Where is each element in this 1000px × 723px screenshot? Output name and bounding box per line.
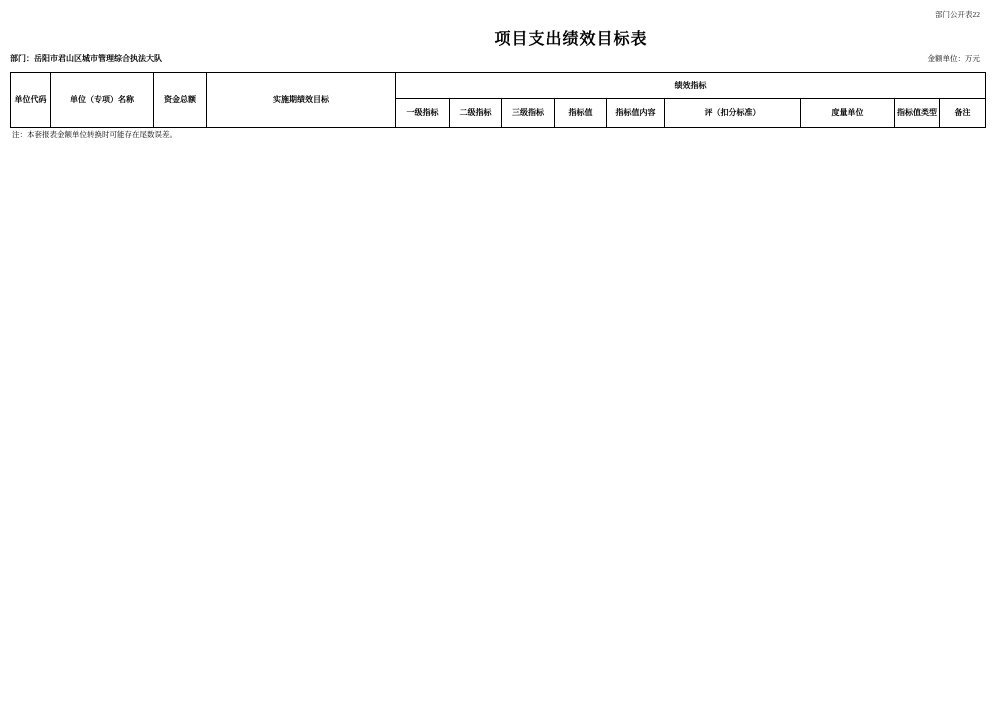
page-title: 项目支出绩效目标表 [494,31,648,48]
col-header-measurement-unit: 度量单位 [801,99,895,128]
amount-unit-label: 金额单位：万元 [927,54,980,63]
col-header-indicator-value: 指标值 [555,99,607,128]
col-header-unit-special-name: 单位（专项）名称 [51,73,154,128]
col-header-scoring-deduction-standard: 评（扣分标准） [665,99,801,128]
col-header-level3-indicator: 三级指标 [502,99,555,128]
col-header-level2-indicator: 二级指标 [450,99,502,128]
col-header-level1-indicator: 一级指标 [396,99,450,128]
performance-target-table [10,72,986,128]
col-header-indicator-value-type: 指标值类型 [895,99,940,128]
col-header-implementation-period-target: 实施期绩效目标 [207,73,396,128]
meta-row [10,53,980,64]
col-header-indicator-value-content: 指标值内容 [607,99,665,128]
form-number-label: 部门公开表22 [935,10,980,19]
col-group-performance-indicators: 绩效指标 [396,73,986,99]
table-header-row-1 [11,73,986,99]
col-header-unit-code: 单位代码 [11,73,51,128]
department-label: 部门：岳阳市君山区城市管理综合执法大队 [10,54,162,63]
footnote: 注：本套报表金额单位转换时可能存在尾数误差。 [12,130,177,139]
col-header-total-funds: 资金总额 [154,73,207,128]
col-header-remarks: 备注 [940,99,986,128]
